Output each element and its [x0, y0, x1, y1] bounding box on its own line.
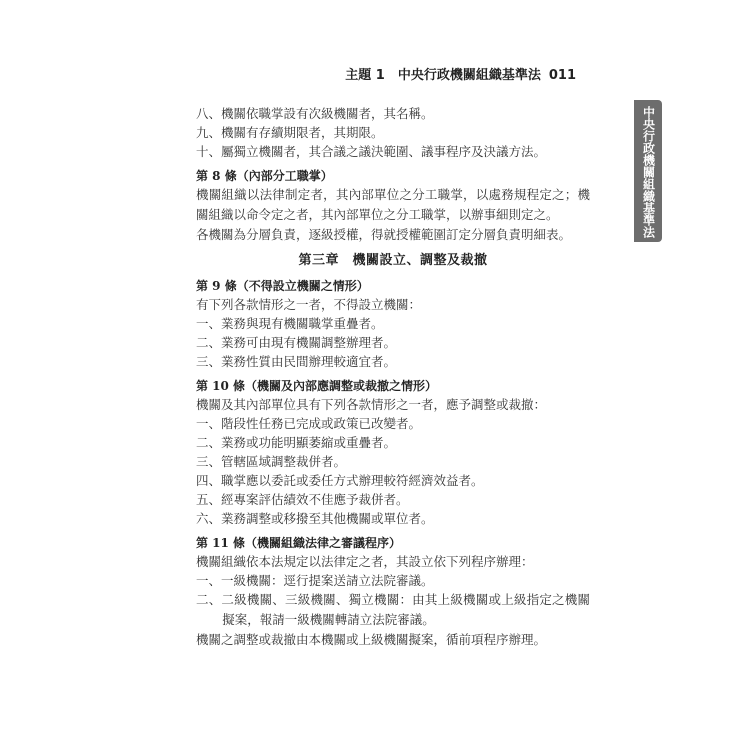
list-item: 六、業務調整或移撥至其他機關或單位者。: [196, 511, 434, 526]
list-item: 二、二級機關、三級機關、獨立機關：由其上級機關或上級指定之機關擬案，報請一級機關轉請立法院審議。: [196, 592, 590, 627]
chapter-title: 第三章 機關設立、調整及裁撤: [298, 253, 488, 268]
header-title: 主題 1 中央行政機關組織基準法: [345, 68, 541, 83]
list-item: 三、業務性質由民間辦理較適宜者。: [196, 354, 397, 369]
list-item: 二、業務或功能明顯萎縮或重疊者。: [196, 435, 397, 450]
list-item: 八、機關依職掌設有次級機關者，其名稱。: [196, 106, 434, 121]
page-body: [196, 104, 590, 649]
article-11-heading: 第 11 條（機關組織法律之審議程序）: [196, 536, 402, 550]
article-9-heading: 第 9 條（不得設立機關之情形）: [196, 279, 369, 293]
article-11-intro: 機關組織依本法規定以法律定之者，其設立依下列程序辦理：: [196, 554, 534, 569]
list-item: 二、業務可由現有機關調整辦理者。: [196, 335, 397, 350]
chapter-side-tab: [634, 100, 662, 242]
list-item: 一、業務與現有機關職掌重疊者。: [196, 316, 384, 331]
article-8-paragraph-1: 機關組織以法律制定者，其內部單位之分工職掌，以處務規程定之；機關組織以命令定之者，其內部單位之分工職掌，以辦事細則定之。: [196, 187, 590, 222]
running-header: [345, 64, 576, 83]
list-item: 一、一級機關：逕行提案送請立法院審議。: [196, 573, 434, 588]
list-item: 三、管轄區域調整裁併者。: [196, 454, 347, 469]
article-9-intro: 有下列各款情形之一者，不得設立機關：: [196, 297, 422, 312]
article-10-intro: 機關及其內部單位具有下列各款情形之一者，應予調整或裁撤：: [196, 397, 547, 412]
article-10-heading: 第 10 條（機關及內部應調整或裁撤之情形）: [196, 379, 438, 393]
list-item: 九、機關有存續期限者，其期限。: [196, 125, 384, 140]
article-8-heading: 第 8 條（內部分工職掌）: [196, 169, 333, 183]
list-item: 四、職掌應以委託或委任方式辦理較符經濟效益者。: [196, 473, 484, 488]
article-11-closing: 機關之調整或裁撤由本機關或上級機關擬案，循前項程序辦理。: [196, 632, 547, 647]
side-tab-label: 中央行政機關組織基準法: [641, 106, 656, 238]
page-number: 011: [548, 68, 576, 83]
article-8-paragraph-2: 各機關為分層負責，逐級授權，得就授權範圍訂定分層負責明細表。: [196, 227, 572, 242]
list-item: 五、經專案評估績效不佳應予裁併者。: [196, 492, 409, 507]
list-item: 一、階段性任務已完成或政策已改變者。: [196, 416, 422, 431]
list-item: 十、屬獨立機關者，其合議之議決範圍、議事程序及決議方法。: [196, 144, 547, 159]
